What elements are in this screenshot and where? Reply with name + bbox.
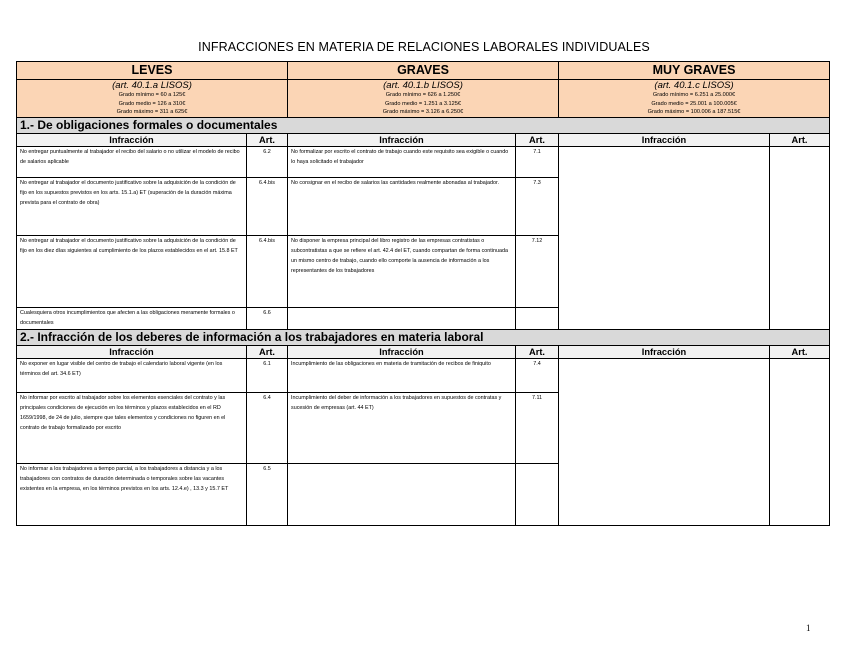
grave-infraccion: No formalizar por escrito el contrato de trabajo cuando este requisito sea exigible o cuando lo haya solicitado el trabajador: [288, 147, 516, 178]
grades-graves: [288, 80, 559, 118]
leve-art: 6.2: [247, 147, 288, 178]
leve-art: 6.4: [247, 393, 288, 464]
table-row: [17, 359, 830, 393]
grade-max: Grado máximo = 3.126 a 6.250€: [382, 109, 464, 116]
grave-infraccion: Incumplimiento del deber de información a los trabajadores en supuestos de contratas y sucesión de empresas (art. 44 ET): [288, 393, 516, 464]
grave-art: 7.1: [516, 147, 559, 178]
grade-min: Grado mínimo = 626 a 1.250€: [385, 92, 461, 98]
category-leves: LEVES: [17, 62, 288, 80]
leve-art: 6.4.bis: [247, 178, 288, 236]
infractions-table: [16, 61, 830, 526]
grave-art: 7.4: [516, 359, 559, 393]
col-header-art: Art.: [516, 134, 559, 147]
col-header-infraccion: Infracción: [559, 346, 770, 359]
category-header-row: [17, 62, 830, 80]
leve-infraccion: No entregar al trabajador el documento justificativo sobre la adquisición de la condición de fijo en los diez días siguientes al cumplimiento de los plazos establecidos en el art. 15.8 ET: [17, 236, 247, 308]
col-header-infraccion: Infracción: [17, 346, 247, 359]
col-header-art: Art.: [247, 346, 288, 359]
leve-infraccion: No informar a los trabajadores a tiempo parcial, a los trabajadores a distancia y a los trabajadores con contratos de duración determinada o temporales sobre las vacantes existentes en la empresa, en los términos previstos en los arts. 12.4.e) , 13.3 y 15.7 ET: [17, 464, 247, 526]
grade-row: [17, 80, 830, 118]
grave-infraccion: No consignar en el recibo de salarios las cantidades realmente abonadas al trabajador.: [288, 178, 516, 236]
grade-max: Grado máximo = 311 a 625€: [116, 109, 188, 116]
col-header-art: Art.: [516, 346, 559, 359]
column-header-row: [17, 346, 830, 359]
grave-infraccion: No disponer la empresa principal del libro registro de las empresas contratistas o subcontratistas a que se refiere el art. 42.4 del ET, cuando compartan de forma continuada un mismo centro de trabajo, cuando ello comporte la ausencia de información a los representantes de los trabajadores: [288, 236, 516, 308]
grave-infraccion: [288, 308, 516, 330]
grave-art: 7.3: [516, 178, 559, 236]
leve-art: 6.1: [247, 359, 288, 393]
leve-infraccion: No entregar puntualmente al trabajador el recibo del salario o no utilizar el modelo de recibo de salarios aplicable: [17, 147, 247, 178]
section-title: 1.- De obligaciones formales o documentales: [17, 118, 830, 134]
grave-art: [516, 464, 559, 526]
muy-grave-infraccion: [559, 147, 770, 330]
col-header-infraccion: Infracción: [288, 134, 516, 147]
section-title: 2.- Infracción de los deberes de información a los trabajadores en materia laboral: [17, 330, 830, 346]
leve-infraccion: No entregar al trabajador el documento justificativo sobre la adquisición de la condición de fijo en los supuestos previstos en los arts. 15.1.a) ET (superación de la duración máxima prevista para el contrato de obra): [17, 178, 247, 236]
grades-leves: [17, 80, 288, 118]
muy-grave-art: [770, 359, 830, 526]
leve-infraccion: No exponer en lugar visible del centro de trabajo el calendario laboral vigente (en los términos del art. 34.6 ET): [17, 359, 247, 393]
section-header: [17, 330, 830, 346]
grade-min: Grado mínimo = 60 a 125€: [118, 92, 186, 98]
grave-art: 7.12: [516, 236, 559, 308]
col-header-art: Art.: [770, 346, 830, 359]
leve-art: 6.6: [247, 308, 288, 330]
col-header-infraccion: Infracción: [559, 134, 770, 147]
article-ref: (art. 40.1.c LISOS): [654, 80, 734, 91]
grade-mid: Grado medio = 25.001 a 100.005€: [651, 100, 737, 107]
category-graves: GRAVES: [288, 62, 559, 80]
grade-mid: Grado medio = 126 a 310€: [118, 100, 186, 107]
col-header-art: Art.: [247, 134, 288, 147]
grades-muy-graves: [559, 80, 830, 118]
leve-art: 6.5: [247, 464, 288, 526]
leve-art: 6.4.bis: [247, 236, 288, 308]
col-header-infraccion: Infracción: [17, 134, 247, 147]
article-ref: (art. 40.1.a LISOS): [112, 80, 192, 91]
section-header: [17, 118, 830, 134]
col-header-infraccion: Infracción: [288, 346, 516, 359]
leve-infraccion: No informar por escrito al trabajador sobre los elementos esenciales del contrato y las principales condiciones de ejecución en los términos y plazos establecidos en el RD 1659/1998, de 24 de julio, siempre que tales elementos y condiciones no figuren en el contrato de trabajo formalizado por escrito: [17, 393, 247, 464]
muy-grave-art: [770, 147, 830, 330]
grade-max: Grado máximo = 100.006 a 187.515€: [647, 109, 741, 116]
category-muy-graves: MUY GRAVES: [559, 62, 830, 80]
grave-infraccion: [288, 464, 516, 526]
col-header-art: Art.: [770, 134, 830, 147]
page-title: INFRACCIONES EN MATERIA DE RELACIONES LABORALES INDIVIDUALES: [198, 40, 650, 54]
grave-art: 7.11: [516, 393, 559, 464]
muy-grave-infraccion: [559, 359, 770, 526]
page-number: 1: [806, 623, 811, 633]
article-ref: (art. 40.1.b LISOS): [383, 80, 463, 91]
grave-infraccion: Incumplimiento de las obligaciones en materia de tramitación de recibos de finiquito: [288, 359, 516, 393]
table-row: [17, 147, 830, 178]
grade-mid: Grado medio = 1.251 a 3.125€: [384, 100, 462, 107]
grave-art: [516, 308, 559, 330]
grade-min: Grado mínimo = 6.251 a 25.000€: [652, 92, 736, 98]
column-header-row: [17, 134, 830, 147]
leve-infraccion: Cualesquiera otros incumplimientos que afecten a las obligaciones meramente formales o documentales: [17, 308, 247, 330]
